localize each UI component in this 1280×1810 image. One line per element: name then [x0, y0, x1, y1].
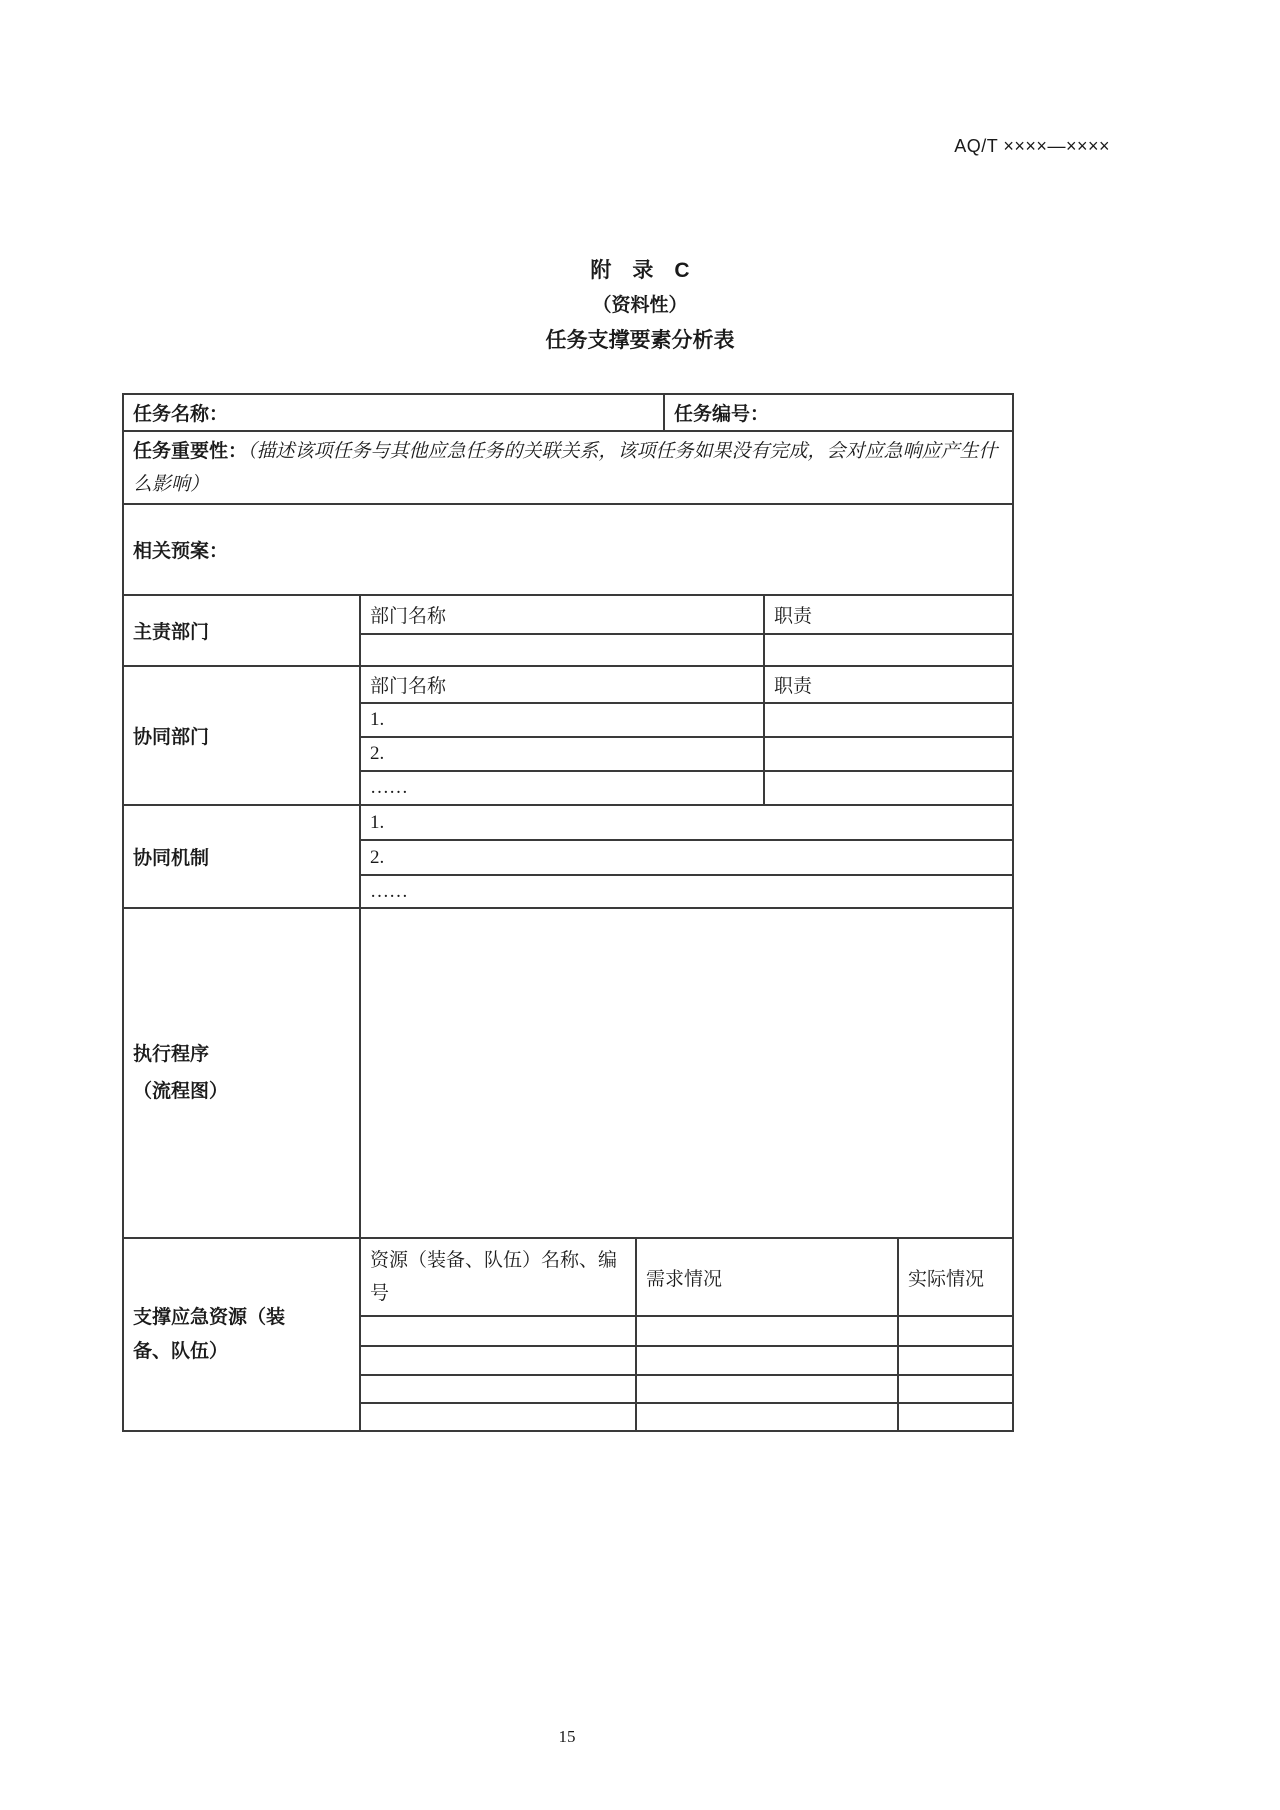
- actual-blank-cell: [898, 1403, 1013, 1431]
- resource-name-header: 资源（装备、队伍）名称、编号: [370, 1250, 618, 1304]
- coordinating-department-duty-2-blank-cell: [764, 737, 1013, 771]
- related-plans-label-cell: 相关预案：: [123, 504, 1013, 595]
- resource-name-blank-cell: [360, 1316, 636, 1346]
- task-name-label-cell: 任务名称：: [123, 394, 664, 431]
- resource-name-header-cell: [360, 1238, 636, 1316]
- department-name-header-cell: 部门名称: [360, 666, 764, 703]
- coordinating-department-duty-more-blank-cell: [764, 771, 1013, 805]
- resource-name-blank-cell: [360, 1346, 636, 1375]
- supporting-resources-label-cell: [123, 1238, 360, 1431]
- demand-blank-cell: [636, 1316, 898, 1346]
- lead-department-name-blank-cell: [360, 634, 764, 666]
- demand-blank-cell: [636, 1403, 898, 1431]
- resource-name-blank-cell: [360, 1375, 636, 1403]
- task-code-label-cell: 任务编号：: [664, 394, 1013, 431]
- demand-header-cell: 需求情况: [636, 1238, 898, 1316]
- resource-name-blank-cell: [360, 1403, 636, 1431]
- demand-blank-cell: [636, 1346, 898, 1375]
- demand-blank-cell: [636, 1375, 898, 1403]
- coordination-mechanism-item-2-cell: 2.: [360, 840, 1013, 875]
- execution-procedure-label-line1: 执行程序: [133, 1044, 210, 1065]
- coordination-mechanism-label-cell: 协同机制: [123, 805, 360, 908]
- actual-blank-cell: [898, 1346, 1013, 1375]
- task-support-analysis-table: [122, 393, 1014, 1432]
- duty-header-cell: 职责: [764, 666, 1013, 703]
- supporting-resources-label: 支撑应急资源（装备、队伍）: [133, 1306, 286, 1362]
- coordinating-department-duty-1-blank-cell: [764, 703, 1013, 737]
- appendix-title: 附 录 C: [590, 259, 690, 282]
- lead-department-duty-blank-cell: [764, 634, 1013, 666]
- coordinating-departments-label-cell: 协同部门: [123, 666, 360, 805]
- execution-procedure-label-line2: （流程图）: [133, 1081, 229, 1102]
- execution-procedure-label-cell: [123, 908, 360, 1238]
- coordination-mechanism-item-1-cell: 1.: [360, 805, 1013, 840]
- actual-blank-cell: [898, 1375, 1013, 1403]
- coordination-mechanism-item-more-cell: ……: [360, 875, 1013, 908]
- lead-department-label-cell: 主责部门: [123, 595, 360, 666]
- execution-procedure-content-blank-cell: [360, 908, 1013, 1238]
- coordinating-department-item-more-cell: ……: [360, 771, 764, 805]
- coordinating-department-item-1-cell: 1.: [360, 703, 764, 737]
- table-title: 任务支撑要素分析表: [545, 329, 735, 352]
- duty-header-cell: 职责: [764, 595, 1013, 634]
- page-number: 15: [558, 1727, 576, 1746]
- department-name-header-cell: 部门名称: [360, 595, 764, 634]
- appendix-type: （资料性）: [592, 295, 688, 316]
- appendix-heading: [0, 253, 1280, 358]
- importance-note: （描述该项任务与其他应急任务的关联关系，该项任务如果没有完成，会对应急响应产生什么影响）: [133, 440, 998, 495]
- importance-label: 任务重要性：: [133, 440, 248, 462]
- standard-code: AQ/T ××××—××××: [954, 136, 1110, 156]
- actual-header-cell: 实际情况: [898, 1238, 1013, 1316]
- importance-cell: [123, 431, 1013, 504]
- coordinating-department-item-2-cell: 2.: [360, 737, 764, 771]
- actual-blank-cell: [898, 1316, 1013, 1346]
